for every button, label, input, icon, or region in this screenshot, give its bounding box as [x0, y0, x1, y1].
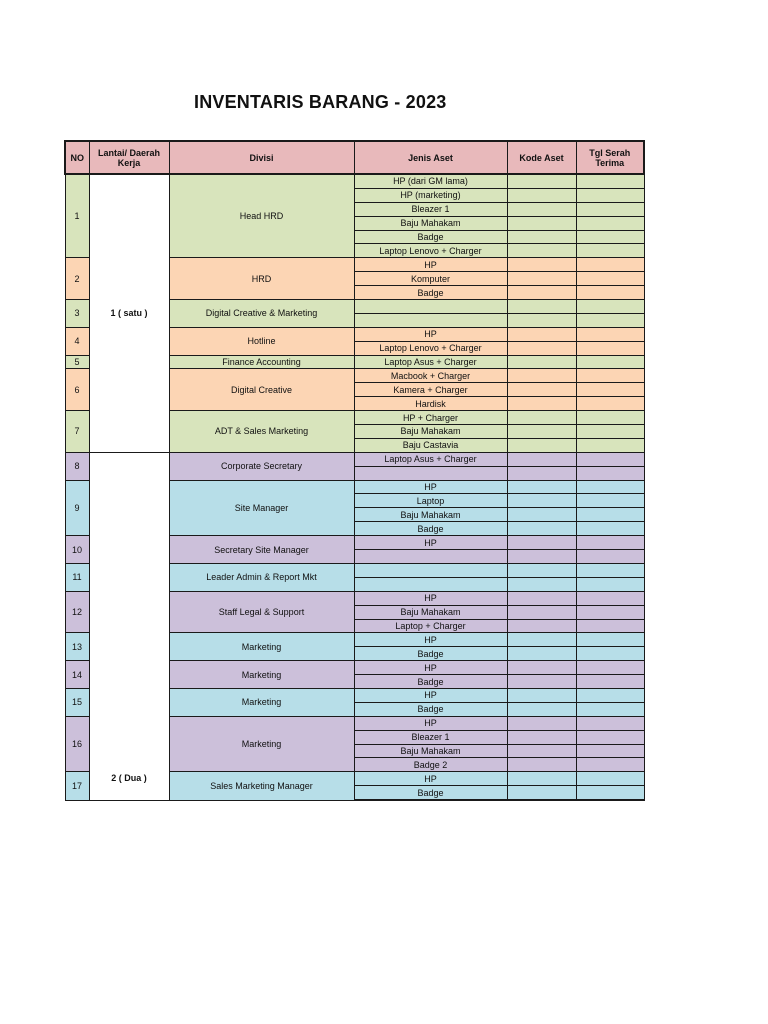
- asset-type: Bleazer 1: [354, 730, 507, 744]
- asset-type: HP: [354, 661, 507, 675]
- asset-type: HP: [354, 772, 507, 786]
- row-number: 9: [65, 480, 89, 536]
- handover-date: [576, 216, 644, 230]
- asset-code: [507, 758, 576, 772]
- handover-date: [576, 313, 644, 327]
- handover-date: [576, 452, 644, 466]
- division-name: ADT & Sales Marketing: [169, 411, 354, 453]
- handover-date: [576, 702, 644, 716]
- asset-code: [507, 411, 576, 425]
- asset-code: [507, 216, 576, 230]
- header-kode-aset: Kode Aset: [507, 141, 576, 174]
- handover-date: [576, 327, 644, 341]
- handover-date: [576, 397, 644, 411]
- asset-type: Badge: [354, 647, 507, 661]
- table-row: [65, 174, 644, 188]
- asset-type: Badge: [354, 675, 507, 689]
- asset-type: [354, 300, 507, 314]
- handover-date: [576, 536, 644, 550]
- inventory-body: [65, 174, 644, 800]
- asset-code: [507, 619, 576, 633]
- asset-type: [354, 313, 507, 327]
- header-divisi: Divisi: [169, 141, 354, 174]
- asset-code: [507, 536, 576, 550]
- asset-type: HP + Charger: [354, 411, 507, 425]
- division-name: Site Manager: [169, 480, 354, 536]
- asset-code: [507, 258, 576, 272]
- page-title: INVENTARIS BARANG - 2023: [194, 92, 447, 112]
- header-no: NO: [65, 141, 89, 174]
- handover-date: [576, 744, 644, 758]
- division-name: Hotline: [169, 327, 354, 355]
- asset-type: Baju Mahakam: [354, 508, 507, 522]
- asset-type: Laptop Lenovo + Charger: [354, 341, 507, 355]
- asset-type: Laptop Asus + Charger: [354, 452, 507, 466]
- asset-type: Laptop: [354, 494, 507, 508]
- asset-code: [507, 772, 576, 786]
- handover-date: [576, 661, 644, 675]
- asset-code: [507, 355, 576, 369]
- handover-date: [576, 202, 644, 216]
- handover-date: [576, 480, 644, 494]
- asset-code: [507, 494, 576, 508]
- asset-code: [507, 438, 576, 452]
- asset-type: Macbook + Charger: [354, 369, 507, 383]
- asset-type: Komputer: [354, 272, 507, 286]
- asset-code: [507, 202, 576, 216]
- division-name: Marketing: [169, 716, 354, 772]
- handover-date: [576, 438, 644, 452]
- division-name: Marketing: [169, 688, 354, 716]
- asset-type: HP: [354, 536, 507, 550]
- asset-type: Badge: [354, 702, 507, 716]
- asset-code: [507, 688, 576, 702]
- division-name: Marketing: [169, 633, 354, 661]
- row-number: 1: [65, 174, 89, 258]
- handover-date: [576, 494, 644, 508]
- asset-code: [507, 522, 576, 536]
- handover-date: [576, 355, 644, 369]
- handover-date: [576, 272, 644, 286]
- asset-code: [507, 744, 576, 758]
- division-name: Marketing: [169, 661, 354, 689]
- handover-date: [576, 522, 644, 536]
- division-name: Digital Creative: [169, 369, 354, 411]
- asset-code: [507, 341, 576, 355]
- asset-type: HP: [354, 327, 507, 341]
- handover-date: [576, 341, 644, 355]
- asset-code: [507, 452, 576, 466]
- floor-label: 1 ( satu ): [89, 174, 169, 452]
- asset-type: Laptop Lenovo + Charger: [354, 244, 507, 258]
- handover-date: [576, 425, 644, 439]
- asset-type: Baju Mahakam: [354, 605, 507, 619]
- asset-code: [507, 174, 576, 188]
- row-number: 12: [65, 591, 89, 633]
- asset-code: [507, 591, 576, 605]
- handover-date: [576, 675, 644, 689]
- division-name: Finance Accounting: [169, 355, 354, 369]
- row-number: 2: [65, 258, 89, 300]
- asset-code: [507, 786, 576, 800]
- asset-code: [507, 675, 576, 689]
- division-name: Secretary Site Manager: [169, 536, 354, 564]
- row-number: 6: [65, 369, 89, 411]
- asset-code: [507, 425, 576, 439]
- handover-date: [576, 550, 644, 564]
- handover-date: [576, 647, 644, 661]
- asset-type: Badge: [354, 786, 507, 800]
- row-number: 4: [65, 327, 89, 355]
- asset-type: Baju Castavia: [354, 438, 507, 452]
- asset-type: HP: [354, 716, 507, 730]
- handover-date: [576, 244, 644, 258]
- asset-code: [507, 188, 576, 202]
- row-number: 17: [65, 772, 89, 800]
- handover-date: [576, 466, 644, 480]
- asset-type: HP: [354, 633, 507, 647]
- handover-date: [576, 688, 644, 702]
- table-row: [65, 452, 644, 466]
- row-number: 10: [65, 536, 89, 564]
- asset-type: HP: [354, 688, 507, 702]
- asset-code: [507, 577, 576, 591]
- handover-date: [576, 786, 644, 800]
- handover-date: [576, 716, 644, 730]
- asset-type: HP: [354, 591, 507, 605]
- row-number: 15: [65, 688, 89, 716]
- asset-type: Baju Mahakam: [354, 744, 507, 758]
- asset-type: [354, 577, 507, 591]
- asset-type: HP (marketing): [354, 188, 507, 202]
- division-name: Staff Legal & Support: [169, 591, 354, 633]
- floor-label: 2 ( Dua ): [89, 452, 169, 800]
- handover-date: [576, 300, 644, 314]
- row-number: 11: [65, 563, 89, 591]
- handover-date: [576, 188, 644, 202]
- row-number: 5: [65, 355, 89, 369]
- handover-date: [576, 633, 644, 647]
- division-name: HRD: [169, 258, 354, 300]
- row-number: 8: [65, 452, 89, 480]
- asset-type: Bleazer 1: [354, 202, 507, 216]
- asset-code: [507, 633, 576, 647]
- handover-date: [576, 758, 644, 772]
- asset-code: [507, 702, 576, 716]
- asset-type: HP: [354, 480, 507, 494]
- asset-type: Baju Mahakam: [354, 216, 507, 230]
- asset-type: [354, 563, 507, 577]
- asset-type: Kamera + Charger: [354, 383, 507, 397]
- handover-date: [576, 577, 644, 591]
- asset-code: [507, 286, 576, 300]
- asset-type: [354, 550, 507, 564]
- handover-date: [576, 619, 644, 633]
- asset-code: [507, 647, 576, 661]
- asset-code: [507, 730, 576, 744]
- division-name: Sales Marketing Manager: [169, 772, 354, 800]
- asset-code: [507, 397, 576, 411]
- asset-code: [507, 480, 576, 494]
- handover-date: [576, 591, 644, 605]
- asset-code: [507, 230, 576, 244]
- asset-type: Badge: [354, 522, 507, 536]
- asset-type: HP: [354, 258, 507, 272]
- handover-date: [576, 730, 644, 744]
- asset-code: [507, 383, 576, 397]
- asset-code: [507, 661, 576, 675]
- handover-date: [576, 772, 644, 786]
- division-name: Head HRD: [169, 174, 354, 258]
- handover-date: [576, 230, 644, 244]
- asset-code: [507, 563, 576, 577]
- asset-type: Hardisk: [354, 397, 507, 411]
- row-number: 7: [65, 411, 89, 453]
- asset-type: Baju Mahakam: [354, 425, 507, 439]
- asset-code: [507, 244, 576, 258]
- row-number: 13: [65, 633, 89, 661]
- handover-date: [576, 605, 644, 619]
- asset-code: [507, 550, 576, 564]
- handover-date: [576, 508, 644, 522]
- asset-code: [507, 272, 576, 286]
- division-name: Leader Admin & Report Mkt: [169, 563, 354, 591]
- header-jenis-aset: Jenis Aset: [354, 141, 507, 174]
- asset-code: [507, 300, 576, 314]
- asset-code: [507, 605, 576, 619]
- asset-code: [507, 369, 576, 383]
- asset-code: [507, 508, 576, 522]
- header-lantai: Lantai/ Daerah Kerja: [89, 141, 169, 174]
- asset-code: [507, 327, 576, 341]
- asset-code: [507, 716, 576, 730]
- asset-type: [354, 466, 507, 480]
- asset-type: HP (dari GM lama): [354, 174, 507, 188]
- asset-type: Laptop Asus + Charger: [354, 355, 507, 369]
- handover-date: [576, 369, 644, 383]
- asset-code: [507, 313, 576, 327]
- handover-date: [576, 174, 644, 188]
- header-tgl-serah-terima: Tgl Serah Terima: [576, 141, 644, 174]
- handover-date: [576, 258, 644, 272]
- asset-type: Badge 2: [354, 758, 507, 772]
- table-header-row: [65, 141, 644, 174]
- asset-type: Badge: [354, 286, 507, 300]
- handover-date: [576, 286, 644, 300]
- division-name: Corporate Secretary: [169, 452, 354, 480]
- row-number: 3: [65, 300, 89, 328]
- handover-date: [576, 411, 644, 425]
- row-number: 16: [65, 716, 89, 772]
- asset-type: Badge: [354, 230, 507, 244]
- asset-type: Laptop + Charger: [354, 619, 507, 633]
- handover-date: [576, 383, 644, 397]
- row-number: 14: [65, 661, 89, 689]
- handover-date: [576, 563, 644, 577]
- inventory-table: [64, 140, 645, 801]
- division-name: Digital Creative & Marketing: [169, 300, 354, 328]
- asset-code: [507, 466, 576, 480]
